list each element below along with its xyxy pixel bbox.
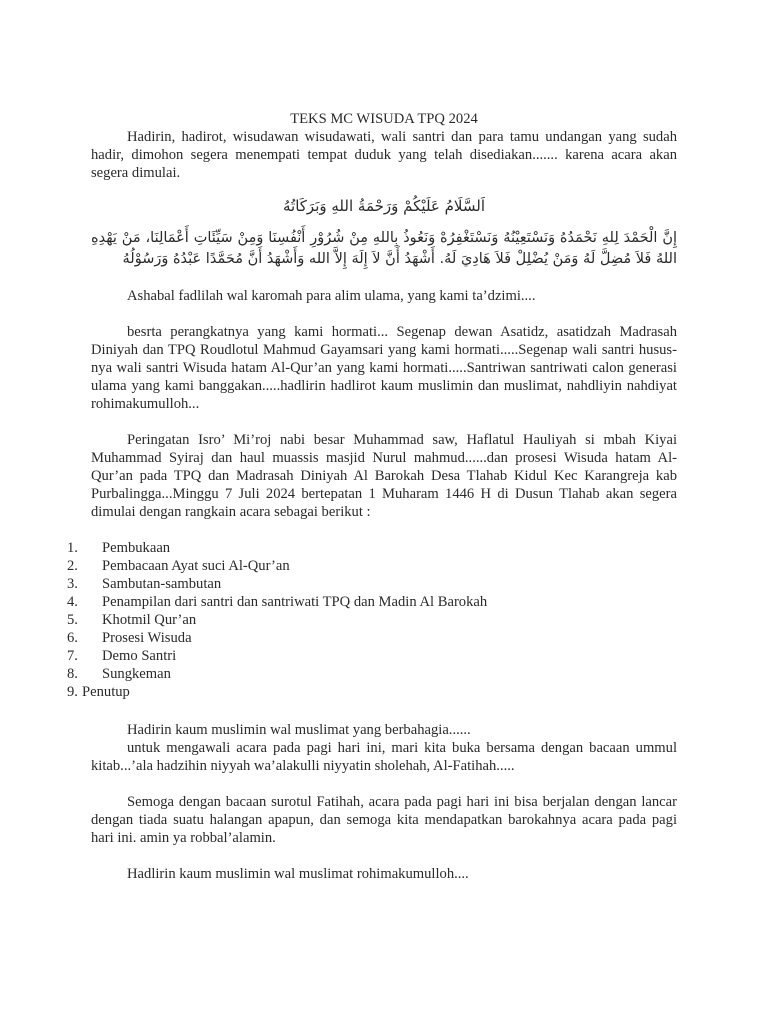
document-page [67, 110, 677, 883]
agenda-item-label: Prosesi Wisuda [102, 630, 192, 646]
untuk-paragraph: untuk mengawali acara pada pagi hari ini, mari kita buka bersama dengan bacaan ummul kitab...’ala hadzihin niyyah wa’alakulli niyyatin sholehah, Al-Fatihah..... [91, 740, 677, 774]
closing-paragraph: Hadlirin kaum muslimin wal muslimat rohimakumulloh.... [127, 866, 469, 882]
agenda-item [67, 593, 677, 611]
agenda-item [67, 683, 677, 701]
agenda-item-label: Sungkeman [102, 666, 171, 682]
agenda-item-label: Pembukaan [102, 540, 171, 556]
agenda-list [67, 539, 677, 701]
agenda-item [67, 629, 677, 647]
opening-paragraph: Hadirin, hadirot, wisudawan wisudawati, wali santri dan para tamu undangan yang sudah hadir, dimohon segera menempati tempat duduk yang telah disediakan....... karena acara akan segera dimulai. [91, 129, 677, 181]
agenda-item [67, 539, 677, 557]
agenda-item-number: 2. [67, 558, 78, 574]
agenda-item-number: 5. [67, 612, 78, 628]
agenda-item [67, 575, 677, 593]
arabic-salam: اَلسَّلَامُ عَلَيْكُمْ وَرَحْمَةُ اللهِ وَبَرَكَاتُهُ [283, 197, 485, 215]
agenda-item [67, 557, 677, 575]
agenda-item [67, 611, 677, 629]
agenda-item-label: Penampilan dari santri dan santriwati TPQ dan Madin Al Barokah [102, 594, 488, 610]
hadirin-paragraph: Hadirin kaum muslimin wal muslimat yang berbahagia...... [127, 722, 471, 738]
agenda-item-label: Penutup [82, 684, 130, 700]
document-title: TEKS MC WISUDA TPQ 2024 [290, 111, 478, 127]
agenda-item-label: Pembacaan Ayat suci Al-Qur’an [102, 558, 290, 574]
agenda-item-label: Sambutan-sambutan [102, 576, 222, 592]
agenda-item-label: Demo Santri [102, 648, 177, 664]
agenda-item-number: 9. [67, 684, 78, 700]
arabic-hamdalah: إِنَّ الْحَمْدَ لِلهِ نَحْمَدُهُ وَنَسْتَعِيْنُهُ وَنَسْتَغْفِرُهْ وَنَعُوذُ بِاللهِ مِنْ شُرُوْرِ أَنْفُسِنَا وَمِنْ سَيِّئَاتِ أَعْمَالِنَا، مَنْ يَهْدِهِ اللهُ فَلاَ مُضِلَّ لَهُ وَمَنْ يُضْلِلْ فَلاَ هَادِيَ لَهُ. أَشْهَدُ أَنَّ لاَ إِلَهَ إِلاَّ الله وَأَشْهَدُ أَنَّ مُحَمَّدًا عَبْدُهُ وَرَسُوْلُهُ [91, 230, 677, 267]
beserta-paragraph: besrta perangkatnya yang kami hormati... Segenap dewan Asatidz, asatidzah Madrasah Diniyah dan TPQ Roudlotul Mahmud Gayamsari yang kami hormati.....Segenap wali santri hususnya wali santri Wisuda hatam Al-Qur’an yang kami hormati.....Santriwan santriwati calon generasi ulama yang kami banggakan.....hadlirin hadlirot kaum muslimin dan muslimat, nahdliyin nahdiyat rohimakumulloh... [91, 324, 677, 412]
agenda-item-number: 6. [67, 630, 78, 646]
agenda-item-number: 3. [67, 576, 78, 592]
agenda-item [67, 665, 677, 683]
agenda-item-number: 4. [67, 594, 78, 610]
peringatan-paragraph: Peringatan Isro’ Mi’roj nabi besar Muhammad saw, Haflatul Hauliyah si mbah Kiyai Muhammad Syiraj dan haul muassis masjid Nurul mahmud......dan prosesi Wisuda hatam Al-Qur’an pada TPQ dan Madrasah Diniyah Al Barokah Desa Tlahab Kidul Kec Karangreja kab Purbalingga...Minggu 7 Juli 2024 bertepatan 1 Muharam 1446 H di Dusun Tlahab akan segera dimulai dengan rangkain acara sebagai berikut : [91, 432, 677, 520]
ashabal-paragraph: Ashabal fadlilah wal karomah para alim ulama, yang kami ta’dzimi.... [127, 288, 536, 304]
agenda-item-number: 1. [67, 540, 78, 556]
agenda-item-label: Khotmil Qur’an [102, 612, 197, 628]
semoga-paragraph: Semoga dengan bacaan surotul Fatihah, acara pada pagi hari ini bisa berjalan dengan lancar dengan tiada suatu halangan apapun, dan semoga kita mendapatkan barokahnya acara pada pagi hari ini. amin ya robbal’alamin. [91, 794, 677, 846]
agenda-item-number: 7. [67, 648, 78, 664]
agenda-item-number: 8. [67, 666, 78, 682]
agenda-item [67, 647, 677, 665]
